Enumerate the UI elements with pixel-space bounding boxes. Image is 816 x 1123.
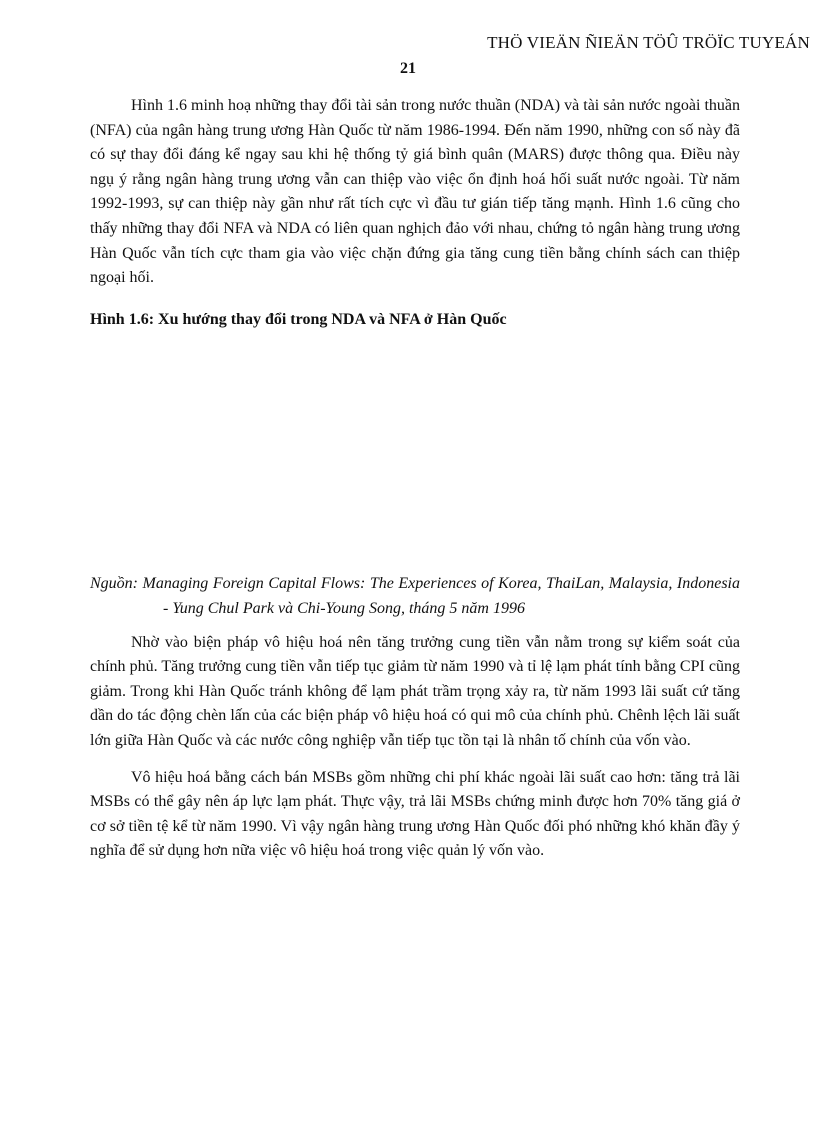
library-header: THÖ VIEÄN ÑIEÄN TÖÛ TRÖÏC TUYEÁN [487, 33, 810, 52]
figure-title: Hình 1.6: Xu hướng thay đổi trong NDA và NFA ở Hàn Quốc [90, 310, 507, 328]
figure-source: Nguồn: Managing Foreign Capital Flows: The Experiences of Korea, ThaiLan, Malaysia, Indonesia - Yung Chul Park và Chi-Young Song, tháng 5 năm 1996 [90, 575, 740, 617]
paragraph-money-supply: Nhờ vào biện pháp vô hiệu hoá nên tăng trưởng cung tiền vẫn nằm trong sự kiểm soát của chính phủ. Tăng trưởng cung tiền vẫn tiếp tục giảm từ năm 1990 và tỉ lệ lạm phát tính bằng CPI cũng giảm. Trong khi Hàn Quốc tránh không để lạm phát trầm trọng xảy ra, từ năm 1993 lãi suất cứ tăng dần do tác động chèn lấn của các biện pháp vô hiệu hoá có qui mô của chính phủ. Chênh lệch lãi suất lớn giữa Hàn Quốc và các nước công nghiệp vẫn tiếp tục tồn tại là nhân tố chính của vốn vào. [90, 633, 740, 749]
page-number: 21 [400, 60, 416, 77]
spacer [90, 622, 740, 631]
paragraph-msbs-cost: Vô hiệu hoá bằng cách bán MSBs gồm những chi phí khác ngoài lãi suất cao hơn: tăng trả lãi MSBs có thể gây nên áp lực lạm phát. Thực vậy, trả lãi MSBs chứng minh được hơn 70% tăng giá ở cơ sở tiền tệ kể từ năm 1990. Vì vậy ngân hàng trung ương Hàn Quốc đối phó những khó khăn đầy ý nghĩa để sử dụng hơn nữa việc vô hiệu hoá trong việc quản lý vốn vào. [90, 768, 740, 860]
spacer [90, 754, 740, 766]
paragraph-nda-nfa-intro: Hình 1.6 minh hoạ những thay đổi tài sản trong nước thuần (NDA) và tài sản nước ngoài thuần (NFA) của ngân hàng trung ương Hàn Quốc từ năm 1986-1994. Đến năm 1990, những con số này đã có sự thay đổi đáng kể ngay sau khi hệ thống tỷ giá bình quân (MARS) được thông qua. Điều này ngụ ý rằng ngân hàng trung ương vẫn can thiệp vào việc ổn định hoá hối suất nước ngoài. Từ năm 1992-1993, sự can thiệp này gần như rất tích cực vì đầu tư gián tiếp tăng mạnh. Hình 1.6 cũng cho thấy những thay đổi NFA và NDA có liên quan nghịch đảo với nhau, chứng tỏ ngân hàng trung ương Hàn Quốc vẫn tích cực tham gia vào việc chặn đứng gia tăng cung tiền bằng chính sách can thiệp ngoại hối. [90, 97, 740, 287]
figure-placeholder [90, 332, 740, 572]
page-content [90, 94, 740, 864]
